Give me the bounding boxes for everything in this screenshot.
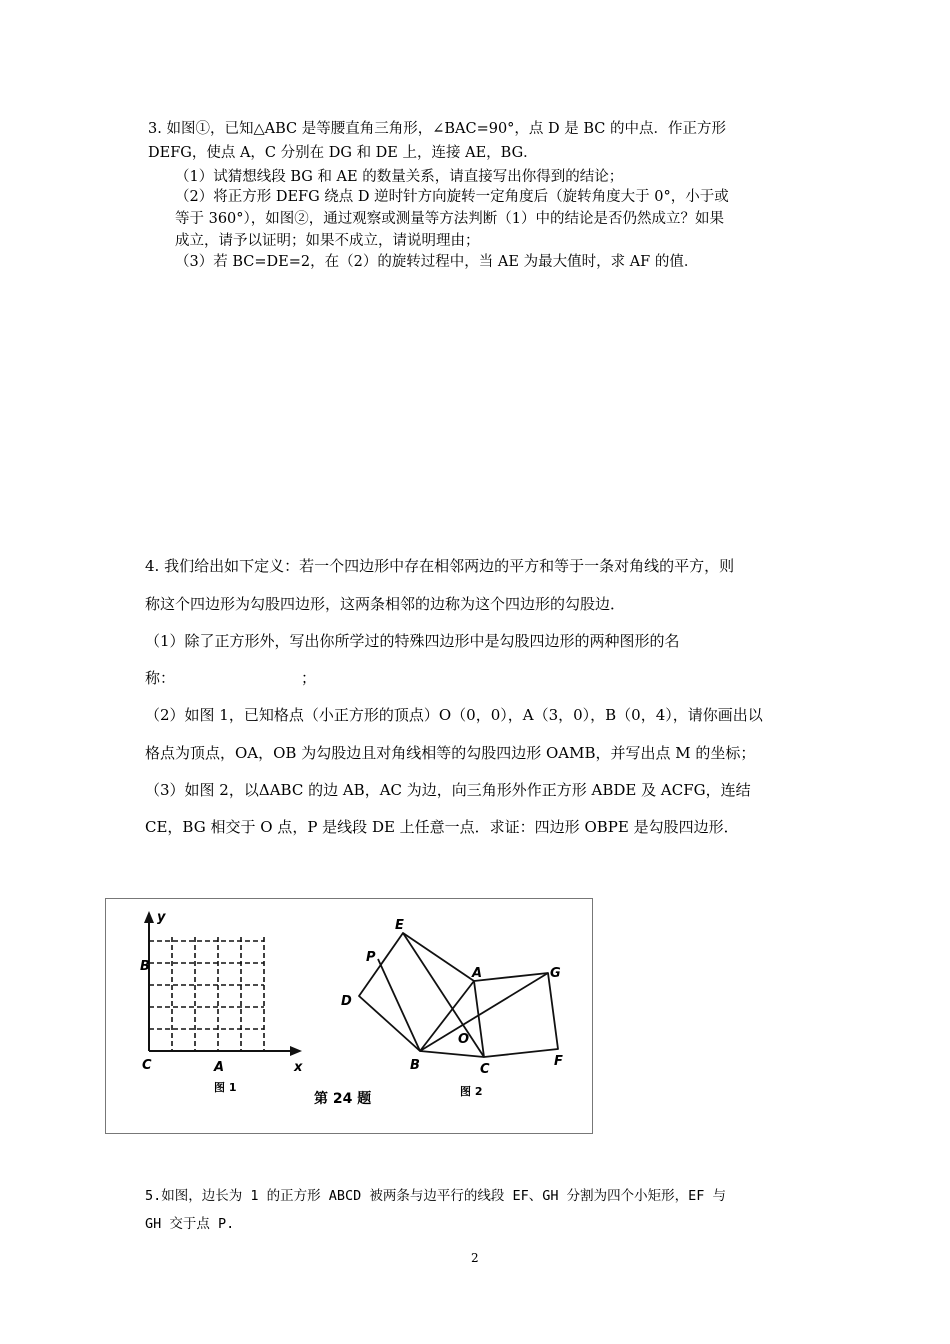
q5-line-1: 5.如图，边长为 1 的正方形 ABCD 被两条与边平行的线段 EF、GH 分割为四个小矩形，EF 与 [145,1188,727,1204]
q4-part-1: （1）除了正方形外，写出你所学过的特殊四边形中是勾股四边形的两种图形的名 [145,632,680,650]
fig2-g-label: G [550,966,561,981]
fig2-c-label: C [480,1062,490,1077]
q5-line-2: GH 交于点 P. [145,1216,235,1232]
q4-part-1-blank-end: ； [301,669,317,687]
q4-line-1: 4. 我们给出如下定义：若一个四边形中存在相邻两边的平方和等于一条对角线的平方，则 [145,557,735,575]
q3-line-2: DEFG，使点 A，C 分别在 DG 和 DE 上，连接 AE，BG． [148,145,538,161]
figure-24 [105,898,593,1134]
q4-line-2: 称这个四边形为勾股四边形，这两条相邻的边称为这个四边形的勾股边． [145,595,626,613]
q4-part-3-cont: CE，BG 相交于 O 点，P 是线段 DE 上任意一点．求证：四边形 OBPE 是勾股四边形． [145,818,739,836]
fig1-b-label: B [140,959,150,974]
q3-part-3: （3）若 BC=DE=2，在（2）的旋转过程中，当 AE 为最大值时，求 AF 的值． [175,254,699,270]
fig2-d-label: D [341,994,352,1009]
fig2-f-label: F [554,1054,563,1069]
side-bc [420,1051,484,1057]
fig1-grid [149,937,264,1051]
fig2-a-label: A [472,966,483,981]
square-abde [359,933,474,1051]
fig1-y-label: y [157,910,166,925]
square-acfg [474,973,558,1057]
fig1-caption: 图 1 [214,1081,237,1094]
q4-part-2-cont: 格点为顶点，OA，OB 为勾股边且对角线相等的勾股四边形 OAMB，并写出点 M 的坐标； [145,744,756,762]
segment-pb [378,959,420,1051]
fig2-caption: 图 2 [460,1085,483,1098]
q4-part-1-label: 称： [145,669,176,687]
q3-line-1: 3. 如图①，已知△ABC 是等腰直角三角形，∠BAC=90°，点 D 是 BC 的中点．作正方形 [148,121,726,137]
fig1-origin-label: C [142,1058,152,1073]
fig2-p-label: P [366,950,376,965]
figure-title: 第 24 题 [314,1091,372,1107]
q3-part-2-cont-2: 成立，请予以证明；如果不成立，请说明理由； [175,233,480,249]
fig1-axes [144,911,302,1056]
fig2-b-label: B [410,1058,420,1073]
q4-part-3: （3）如图 2，以ΔABC 的边 AB，AC 为边，向三角形外作正方形 ABDE 及 ACFG，连结 [145,781,751,799]
segment-bg [420,973,548,1051]
figure-svg [106,899,594,1135]
q4-part-2: （2）如图 1，已知格点（小正方形的顶点）O（0，0），A（3，0），B（0，4），请你画出以 [145,706,763,724]
page-number: 2 [471,1251,479,1265]
q3-part-1: （1）试猜想线段 BG 和 AE 的数量关系，请直接写出你得到的结论； [175,169,624,185]
fig1-x-label: x [294,1060,303,1075]
fig1-a-label: A [214,1060,225,1075]
q3-part-2-cont-1: 等于 360°），如图②，通过观察或测量等方法判断（1）中的结论是否仍然成立？如果 [175,211,725,227]
q3-part-2: （2）将正方形 DEFG 绕点 D 逆时针方向旋转一定角度后（旋转角度大于 0°，小于或 [175,189,729,205]
fig2-e-label: E [395,918,404,933]
fig2-o-label: O [458,1032,470,1047]
